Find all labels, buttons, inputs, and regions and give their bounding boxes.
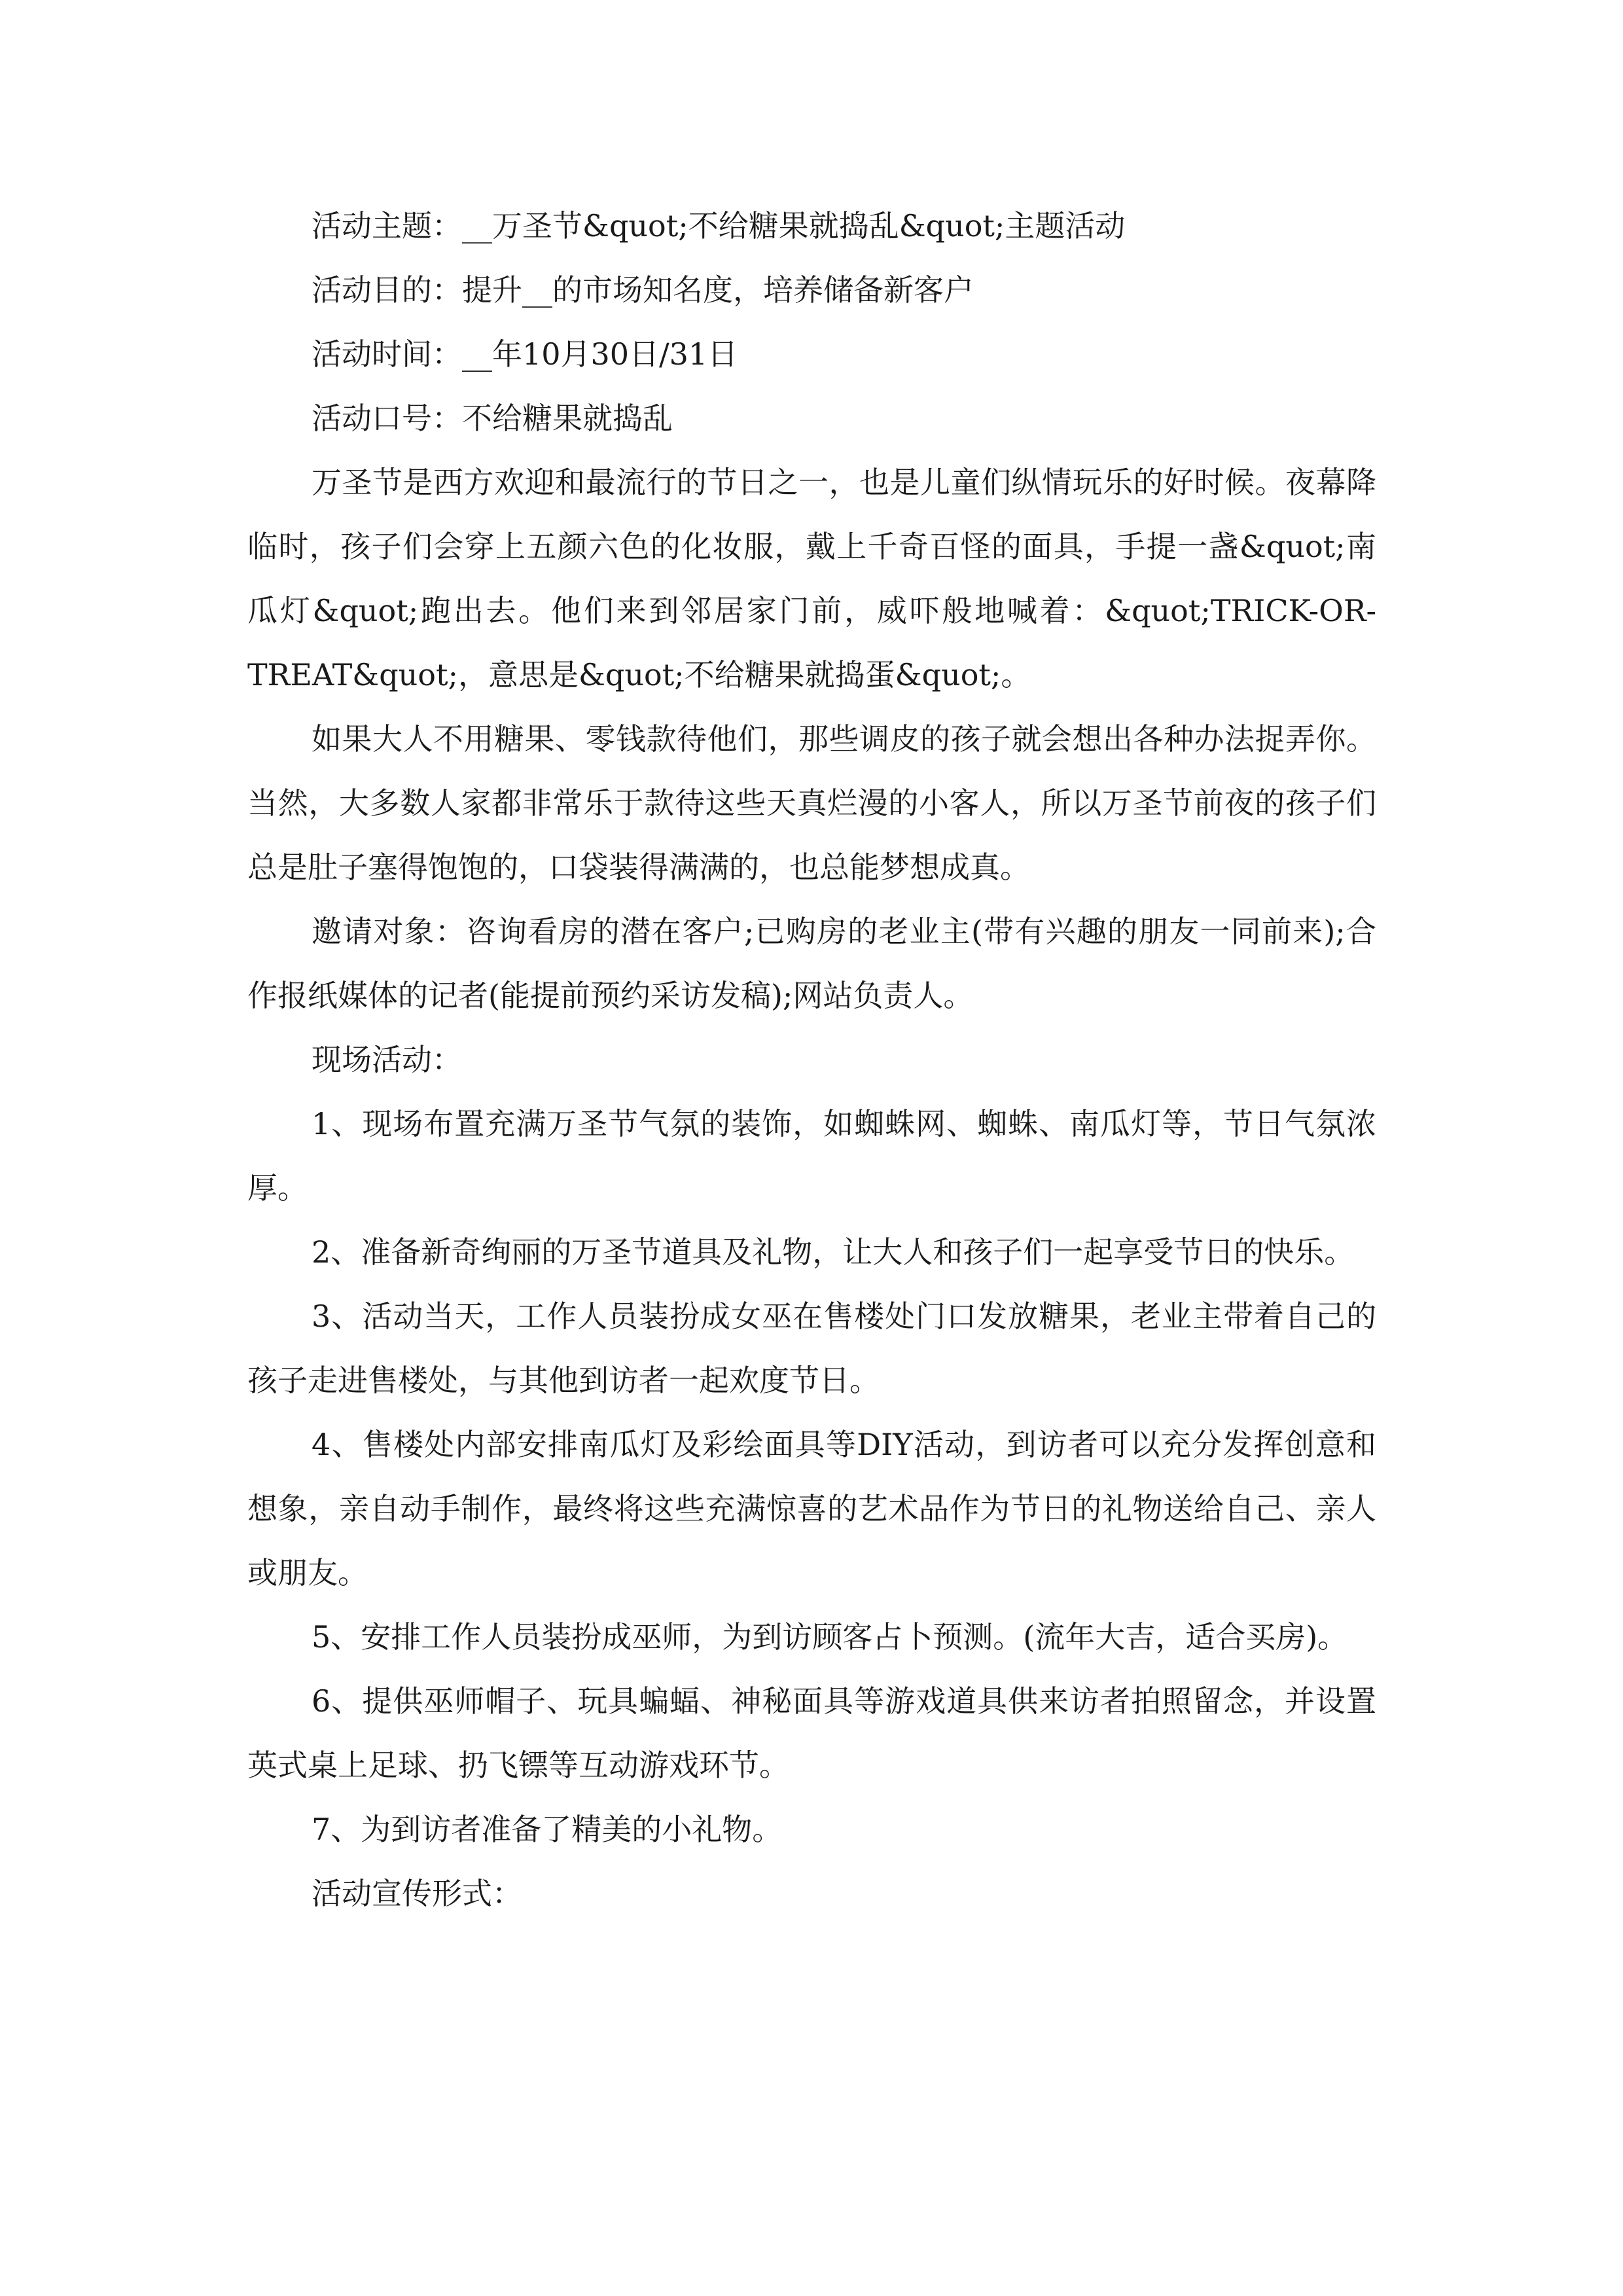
onsite-item: 1、现场布置充满万圣节气氛的装饰，如蜘蛛网、蜘蛛、南瓜灯等，节日气氛浓厚。 [247, 1106, 1376, 1206]
onsite-item: 2、准备新奇绚丽的万圣节道具及礼物，让大人和孩子们一起享受节日的快乐。 [312, 1234, 1355, 1270]
onsite-heading: 现场活动： [312, 1042, 462, 1077]
promo-heading: 活动宣传形式： [312, 1876, 522, 1911]
activity-slogan: 活动口号：不给糖果就捣乱 [312, 401, 673, 436]
document-page [247, 194, 1376, 1926]
activity-time: 活动时间：__年10月30日/31日 [312, 336, 738, 372]
candy-paragraph: 如果大人不用糖果、零钱款待他们，那些调皮的孩子就会想出各种办法捉弄你。当然，大多数人家都非常乐于款待这些天真烂漫的小客人，所以万圣节前夜的孩子们总是肚子塞得饱饱的，口袋装得满满的，也总能梦想成真。 [247, 721, 1376, 885]
activity-theme: 活动主题：__万圣节&quot;不给糖果就捣乱&quot;主题活动 [312, 208, 1126, 243]
onsite-item: 6、提供巫师帽子、玩具蝙蝠、神秘面具等游戏道具供来访者拍照留念，并设置英式桌上足球、扔飞镖等互动游戏环节。 [247, 1683, 1376, 1783]
onsite-item: 7、为到访者准备了精美的小礼物。 [312, 1812, 783, 1847]
invite-paragraph: 邀请对象：咨询看房的潜在客户;已购房的老业主(带有兴趣的朋友一同前来);合作报纸媒体的记者(能提前预约采访发稿);网站负责人。 [247, 914, 1376, 1013]
intro-paragraph: 万圣节是西方欢迎和最流行的节日之一，也是儿童们纵情玩乐的好时候。夜幕降临时，孩子们会穿上五颜六色的化妆服，戴上千奇百怪的面具，手提一盏&quot;南瓜灯&quot;跑出去。他们来到邻居家门前，威吓般地喊着：&quot;TRICK-OR-TREAT&quot;，意思是&quot;不给糖果就捣蛋&quot;。 [247, 465, 1376, 692]
activity-purpose: 活动目的：提升__的市场知名度，培养储备新客户 [312, 272, 974, 308]
onsite-item: 4、售楼处内部安排南瓜灯及彩绘面具等DIY活动，到访者可以充分发挥创意和想象，亲自动手制作，最终将这些充满惊喜的艺术品作为节日的礼物送给自己、亲人或朋友。 [247, 1427, 1376, 1590]
onsite-item: 5、安排工作人员装扮成巫师，为到访顾客占卜预测。(流年大吉，适合买房)。 [312, 1619, 1348, 1655]
onsite-item: 3、活动当天，工作人员装扮成女巫在售楼处门口发放糖果，老业主带着自己的孩子走进售楼处，与其他到访者一起欢度节日。 [247, 1299, 1376, 1398]
